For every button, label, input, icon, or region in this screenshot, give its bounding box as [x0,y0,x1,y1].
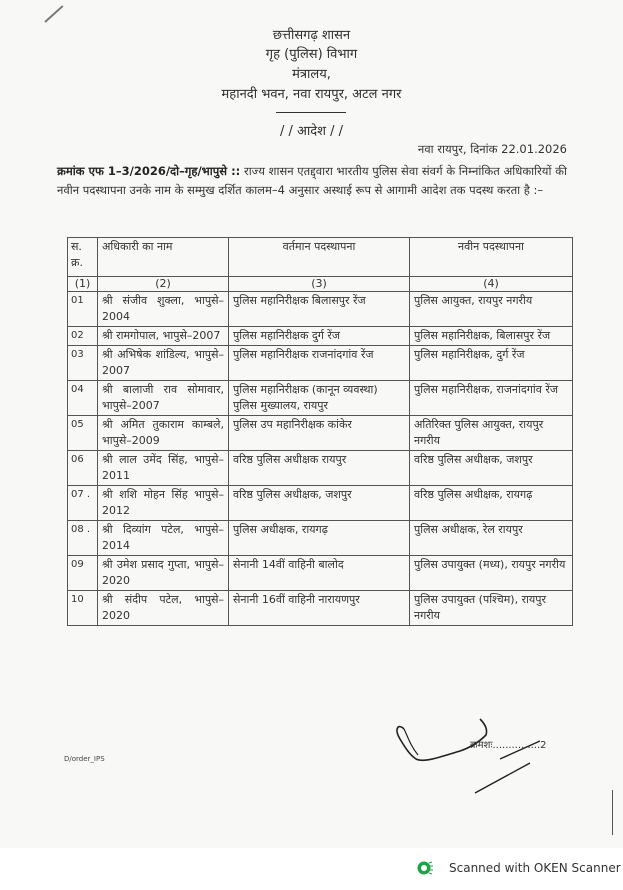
header-officer-name: अधिकारी का नाम [98,238,229,277]
dateline: नवा रायपुर, दिनांक 22.01.2026 [417,142,567,156]
new-posting: पुलिस आयुक्त, रायपुर नगरीय [410,292,573,327]
oken-scanner-logo-icon [417,860,433,876]
new-posting: पुलिस महानिरीक्षक, राजनांदगांव रेंज [410,381,573,416]
current-posting: पुलिस उप महानिरीक्षक कांकेर [229,416,410,451]
order-paragraph [57,162,567,200]
page-edge-line [612,790,613,835]
order-title: / / आदेश / / [279,124,344,139]
col-num-4: (4) [410,277,573,292]
serial: 05 [68,416,98,451]
table-header-row [68,238,573,277]
table-row [68,327,573,346]
table-row [68,346,573,381]
table-row [68,451,573,486]
header-serial: स. क्र. [68,238,98,277]
new-posting: पुलिस अधीक्षक, रेल रायपुर [410,521,573,556]
scanner-watermark-text: Scanned with OKEN Scanner [449,861,621,875]
col-num-1: (1) [68,277,98,292]
officer-name: श्री बालाजी राव सोमावार, भापुसे–2007 [98,381,229,416]
new-posting: पुलिस उपायुक्त (पश्चिम), रायपुर नगरीय [410,591,573,626]
officer-name: श्री अभिषेक शांडिल्य, भापुसे–2007 [98,346,229,381]
table-row [68,486,573,521]
current-posting: सेनानी 14वीं वाहिनी बालोद [229,556,410,591]
new-posting: पुलिस महानिरीक्षक, दुर्ग रेंज [410,346,573,381]
new-posting: वरिष्ठ पुलिस अधीक्षक, रायगढ़ [410,486,573,521]
column-number-row [68,277,573,292]
current-posting: वरिष्ठ पुलिस अधीक्षक रायपुर [229,451,410,486]
new-posting: अतिरिक्त पुलिस आयुक्त, रायपुर नगरीय [410,416,573,451]
new-posting: पुलिस महानिरीक्षक, बिलासपुर रेंज [410,327,573,346]
table-row [68,416,573,451]
header-ministry: मंत्रालय, [292,67,331,82]
officer-name: श्री उमेश प्रसाद गुप्ता, भापुसे–2020 [98,556,229,591]
serial: 06 [68,451,98,486]
header-department: गृह (पुलिस) विभाग [265,47,358,62]
officer-name: श्री दिव्यांग पटेल, भापुसे–2014 [98,521,229,556]
table-row [68,556,573,591]
col-num-2: (2) [98,277,229,292]
header-government: छत्तीसगढ़ शासन [272,28,351,43]
current-posting: सेनानी 16वीं वाहिनी नारायणपुर [229,591,410,626]
current-posting: पुलिस महानिरीक्षक राजनांदगांव रेंज [229,346,410,381]
current-posting: वरिष्ठ पुलिस अधीक्षक, जशपुर [229,486,410,521]
table-row [68,292,573,327]
serial: 10 [68,591,98,626]
order-body: राज्य शासन एतद्द्वारा भारतीय पुलिस सेवा संवर्ग के निम्नांकित अधिकारियों की नवीन पदस्थापना उनके नाम के सम्मुख दर्शित कालम–4 अनुसार अस्थाई रूप से आगामी आदेश तक पदस्थ करता है :– [57,164,567,197]
file-code: D/order_IPS [64,755,105,763]
serial: 04 [68,381,98,416]
serial: 08 . [68,521,98,556]
header-divider [276,112,346,113]
table-row [68,591,573,626]
current-posting: पुलिस महानिरीक्षक बिलासपुर रेंज [229,292,410,327]
serial: 02 [68,327,98,346]
serial: 01 [68,292,98,327]
serial: 09 [68,556,98,591]
officer-name: श्री शशि मोहन सिंह भापुसे– 2012 [98,486,229,521]
current-posting: पुलिस महानिरीक्षक (कानून व्यवस्था) पुलिस मुख्यालय, रायपुर [229,381,410,416]
officer-name: श्री अमित तुकाराम काम्बले, भापुसे–2009 [98,416,229,451]
signature [380,715,540,795]
posting-table [67,237,573,626]
officer-name: श्री लाल उमेंद सिंह, भापुसे–2011 [98,451,229,486]
pen-mark [44,5,63,23]
header-new-posting: नवीन पदस्थापना [410,238,573,277]
order-reference: क्रमांक एफ 1–3/2026/दो–गृह/भापुसे :: [57,164,241,178]
col-num-3: (3) [229,277,410,292]
new-posting: पुलिस उपायुक्त (मध्य), रायपुर नगरीय [410,556,573,591]
header-address: महानदी भवन, नवा रायपुर, अटल नगर [221,87,402,102]
current-posting: पुलिस अधीक्षक, रायगढ़ [229,521,410,556]
serial: 03 [68,346,98,381]
table-row [68,521,573,556]
officer-name: श्री रामगोपाल, भापुसे–2007 [98,327,229,346]
header-current-posting: वर्तमान पदस्थापना [229,238,410,277]
current-posting: पुलिस महानिरीक्षक दुर्ग रेंज [229,327,410,346]
officer-name: श्री संदीप पटेल, भापुसे–2020 [98,591,229,626]
officer-name: श्री संजीव शुक्ला, भापुसे–2004 [98,292,229,327]
new-posting: वरिष्ठ पुलिस अधीक्षक, जशपुर [410,451,573,486]
table-row [68,381,573,416]
serial: 07 . [68,486,98,521]
continuation-marker: क्रमशः...............2 [470,740,547,751]
